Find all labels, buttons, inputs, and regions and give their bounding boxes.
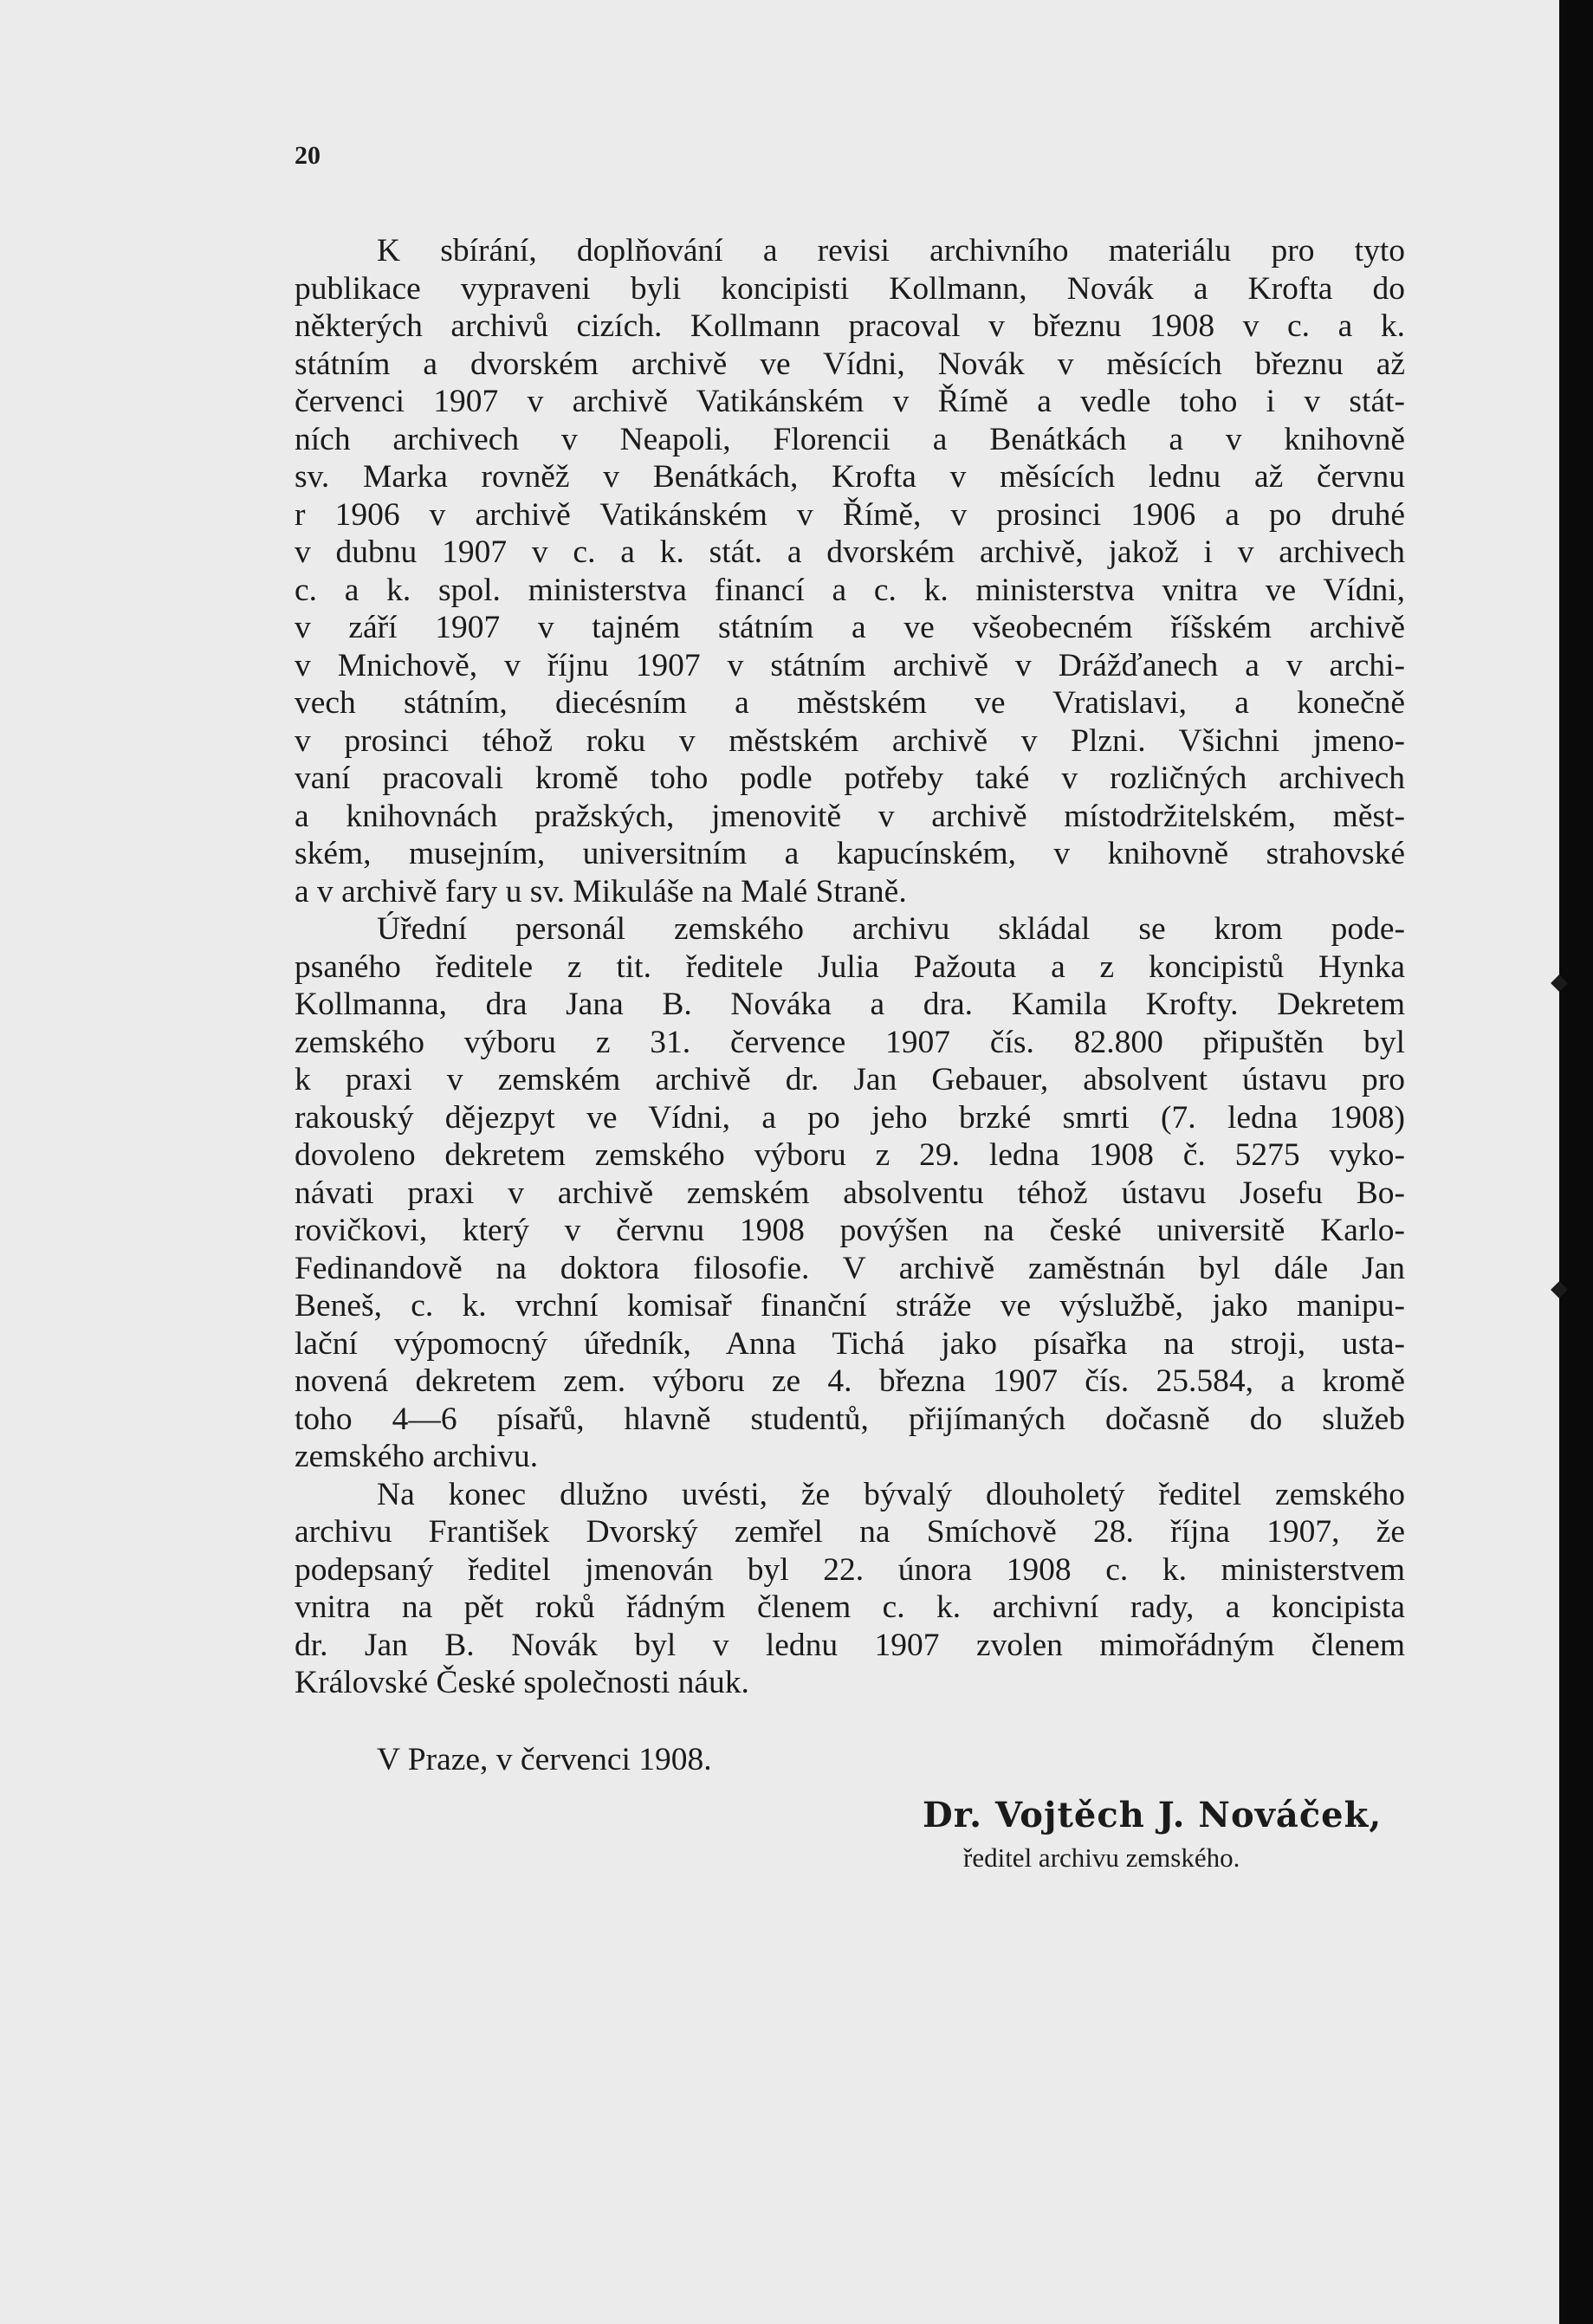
text-line: psaného ředitele z tit. ředitele Julia Pažouta a z koncipistů Hynka xyxy=(295,948,1405,985)
text-line: Na konec dlužno uvésti, že bývalý dlouholetý ředitel zemského xyxy=(377,1476,1405,1512)
place-date: V Praze, v červenci 1908. xyxy=(377,1742,712,1777)
text-line: a knihovnách pražských, jmenovitě v archivě místodržitelském, měst- xyxy=(295,798,1405,834)
text-line: publikace vypraveni byli koncipisti Kollmann, Novák a Krofta do xyxy=(295,270,1405,307)
text-line: návati praxi v archivě zemském absolventu téhož ústavu Josefu Bo- xyxy=(295,1175,1405,1211)
signature-role: ředitel archivu zemského. xyxy=(963,1842,1240,1873)
text-line: lační výpomocný úředník, Anna Tichá jako písařka na stroji, usta- xyxy=(295,1325,1405,1362)
text-line: Kollmanna, dra Jana B. Nováka a dra. Kamila Krofty. Dekretem xyxy=(295,987,1405,1022)
text-line: vnitra na pět roků řádným členem c. k. archivní rady, a koncipista xyxy=(295,1589,1405,1625)
text-line: dr. Jan B. Novák byl v lednu 1907 zvolen mimořádným členem xyxy=(295,1627,1405,1663)
text-line: v prosinci téhož roku v městském archivě v Plzni. Všichni jmeno- xyxy=(295,722,1405,759)
text-line: zemského výboru z 31. července 1907 čís. 82.800 připuštěn byl xyxy=(295,1024,1405,1060)
text-line: ském, musejním, universitním a kapucínském, v knihovně strahovské xyxy=(295,836,1405,871)
text-line: státním a dvorském archivě ve Vídni, Novák v měsících březnu až xyxy=(295,346,1405,382)
text-line: v září 1907 v tajném státním a ve všeobecném říšském archivě xyxy=(295,610,1405,645)
text-line: k praxi v zemském archivě dr. Jan Gebauer, absolvent ústavu pro xyxy=(295,1062,1405,1097)
text-line: červenci 1907 v archivě Vatikánském v Římě a vedle toho i v stát- xyxy=(295,384,1405,419)
text-line: K sbírání, doplňování a revisi archivního materiálu pro tyto xyxy=(377,233,1405,269)
text-line: vaní pracovali kromě toho podle potřeby také v rozličných archivech xyxy=(295,761,1405,796)
text-line: rakouský dějezpyt ve Vídni, a po jeho brzké smrti (7. ledna 1908) xyxy=(295,1099,1405,1136)
text-line: Fedinandově na doktora filosofie. V archivě zaměstnán byl dále Jan xyxy=(295,1250,1405,1286)
text-line: a v archivě fary u sv. Mikuláše na Malé Straně. xyxy=(295,873,907,910)
text-line: novená dekretem zem. výboru ze 4. března 1907 čís. 25.584, a kromě xyxy=(295,1363,1405,1399)
scan-border xyxy=(1559,0,1593,2324)
text-line: Beneš, c. k. vrchní komisař finanční stráže ve výslužbě, jako manipu- xyxy=(295,1288,1405,1324)
text-line: v Mnichově, v říjnu 1907 v státním archivě v Drážďanech a v archi- xyxy=(295,647,1405,683)
text-line: dovoleno dekretem zemského výboru z 29. ledna 1908 č. 5275 vyko- xyxy=(295,1137,1405,1173)
text-line: v dubnu 1907 v c. a k. stát. a dvorském archivě, jakož i v archivech xyxy=(295,534,1405,570)
text-line: toho 4—6 písařů, hlavně studentů, přijímaných dočasně do služeb xyxy=(295,1401,1405,1437)
text-line: vech státním, diecésním a městském ve Vratislavi, a konečně xyxy=(295,685,1405,721)
text-line: podepsaný ředitel jmenován byl 22. února 1908 c. k. ministerstvem xyxy=(295,1551,1405,1588)
page-number: 20 xyxy=(295,141,321,170)
text-line: c. a k. spol. ministerstva financí a c. k. ministerstva vnitra ve Vídni, xyxy=(295,572,1405,608)
text-line: r 1906 v archivě Vatikánském v Římě, v prosinci 1906 a po druhé xyxy=(295,496,1405,533)
text-line: některých archivů cizích. Kollmann pracoval v březnu 1908 v c. a k. xyxy=(295,308,1405,344)
text-line: ních archivech v Neapoli, Florencii a Benátkách a v knihovně xyxy=(295,421,1405,457)
text-line: zemského archivu. xyxy=(295,1439,539,1474)
text-line: archivu František Dvorský zemřel na Smíchově 28. října 1907, že xyxy=(295,1514,1405,1550)
text-line: Královské České společnosti náuk. xyxy=(295,1665,749,1700)
body-text xyxy=(295,232,1405,1702)
text-line: Úřední personál zemského archivu skládal se krom pode- xyxy=(377,911,1405,947)
text-line: sv. Marka rovněž v Benátkách, Krofta v měsících lednu až červnu xyxy=(295,459,1405,495)
text-line: rovičkovi, který v červnu 1908 povýšen na české universitě Karlo- xyxy=(295,1213,1405,1248)
signature-name: Dr. Vojtěch J. Nováček, xyxy=(923,1795,1383,1835)
